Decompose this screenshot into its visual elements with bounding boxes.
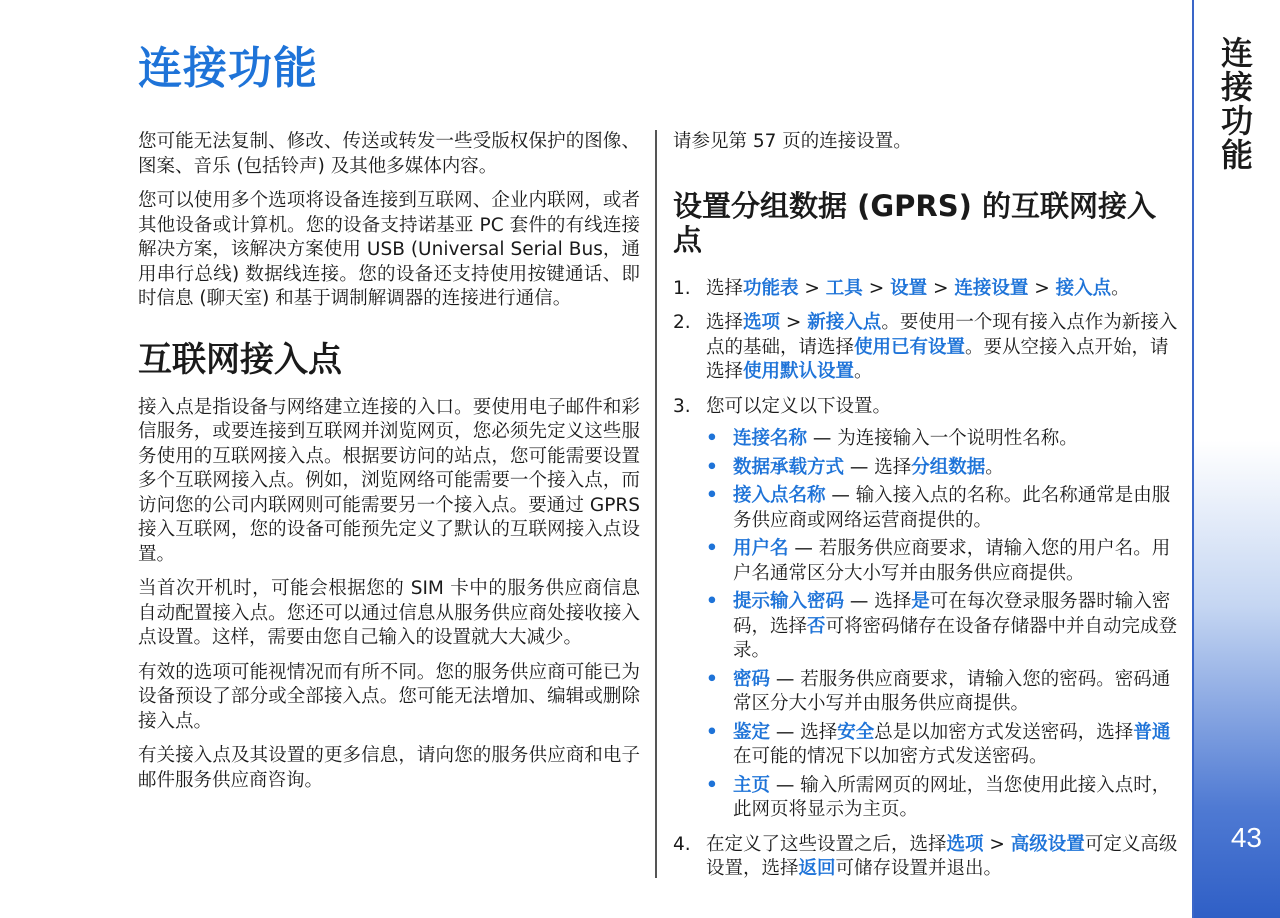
step-text: 。要从空接入点开始，请选择 — [706, 336, 1169, 382]
access-point-paragraph-3: 有效的选项可能视情况而有所不同。您的服务供应商可能已为设备预设了部分或全部接入点。您可能无法增加、编辑或删除接入点。 — [138, 661, 640, 732]
menu-path-item: 接入点 — [1055, 277, 1112, 299]
setting-name: 接入点名称 — [733, 485, 826, 506]
setting-description: — 为连接输入一个说明性名称。 — [807, 428, 1078, 449]
setting-description: — 输入所需网页的网址，当您使用此接入点时，此网页将显示为主页。 — [733, 774, 1171, 820]
setting-name: 主页 — [733, 774, 771, 796]
menu-path-item: 连接设置 — [954, 277, 1029, 299]
step-text: 可定义高级设置，选择 — [706, 833, 1178, 879]
bullet-icon: • — [706, 538, 718, 559]
menu-path-item: 选项 — [743, 312, 781, 333]
step-text: 。 — [1111, 277, 1130, 299]
option-keyword: 安全 — [837, 721, 875, 743]
chapter-side-label: 连接功能 — [1216, 36, 1254, 172]
bullet-icon: • — [706, 456, 718, 478]
path-separator: > — [798, 277, 826, 299]
option-keyword: 使用默认设置 — [743, 361, 855, 382]
copyright-note: 您可能无法复制、修改、传送或转发一些受版权保护的图像、图案、音乐 (包括铃声) 及其他多媒体内容。 — [138, 131, 640, 177]
menu-path-item: 功能表 — [743, 277, 799, 299]
menu-path-item: 高级设置 — [1010, 833, 1085, 855]
step-text: 在定义了这些设置之后，选择 — [706, 833, 947, 855]
path-separator: > — [983, 833, 1011, 855]
setting-data-bearer — [706, 456, 1183, 481]
menu-path-item: 选项 — [946, 833, 984, 855]
step-text: 可储存设置并退出。 — [835, 858, 1003, 879]
setting-password — [706, 668, 1183, 717]
step-number: 4. — [673, 833, 691, 855]
menu-path-item: 设置 — [890, 277, 928, 299]
section-heading-access-points: 互联网接入点 — [138, 339, 342, 380]
step-text: 选择 — [706, 312, 744, 333]
settings-list — [706, 427, 1183, 823]
step-4 — [673, 833, 1183, 882]
side-band — [1192, 0, 1280, 918]
path-separator: > — [780, 312, 808, 333]
column-divider — [655, 130, 657, 878]
path-separator: > — [1028, 277, 1056, 299]
bullet-icon: • — [706, 721, 718, 743]
menu-path-item: 新接入点 — [807, 312, 882, 333]
bullet-icon: • — [706, 591, 718, 612]
setting-description: — 若服务供应商要求，请输入您的用户名。用户名通常区分大小写并由服务供应商提供。 — [733, 538, 1171, 584]
setting-access-point-name — [706, 484, 1183, 533]
setting-description: 可在每次登录服务器时输入密码，选择 — [733, 591, 1171, 637]
setting-description: — 选择 — [770, 721, 838, 743]
option-keyword: 分组数据 — [911, 456, 986, 478]
setting-connection-name — [706, 427, 1183, 452]
access-point-paragraph-2: 当首次开机时，可能会根据您的 SIM 卡中的服务供应商信息自动配置接入点。您还可以通过信息从服务供应商处接收接入点设置。这样，需要由您自己输入的设置就大大减少。 — [138, 578, 640, 648]
setting-name: 用户名 — [733, 538, 789, 559]
setting-name: 连接名称 — [733, 428, 808, 449]
step-text: 您可以定义以下设置。 — [706, 395, 892, 417]
setting-description: 在可能的情况下以加密方式发送密码。 — [733, 746, 1048, 767]
setting-name: 密码 — [733, 668, 771, 690]
step-number: 1. — [673, 277, 691, 299]
bullet-icon: • — [706, 428, 718, 449]
setting-description: — 输入接入点的名称。此名称通常是由服务供应商或网络运营商提供的。 — [733, 485, 1171, 531]
setting-homepage — [706, 774, 1183, 823]
bullet-icon: • — [706, 668, 718, 690]
option-keyword: 使用已有设置 — [854, 336, 966, 358]
page-title: 连接功能 — [138, 43, 318, 94]
setting-description: — 若服务供应商要求，请输入您的密码。密码通常区分大小写并由服务供应商提供。 — [733, 668, 1171, 714]
bullet-icon: • — [706, 774, 718, 796]
step-3 — [673, 395, 1183, 823]
option-keyword: 普通 — [1133, 721, 1171, 743]
path-separator: > — [862, 277, 891, 299]
setting-name: 鉴定 — [733, 721, 771, 743]
left-column — [138, 130, 640, 803]
option-keyword: 返回 — [798, 858, 836, 879]
setting-user-name — [706, 537, 1183, 586]
step-1 — [673, 277, 1183, 302]
setting-description: 可将密码储存在设备存储器中并自动完成登录。 — [733, 615, 1178, 661]
see-page-note: 请参见第 57 页的连接设置。 — [673, 131, 912, 152]
path-separator: > — [927, 277, 955, 299]
setting-authentication — [706, 721, 1183, 770]
step-text: 。 — [854, 361, 873, 382]
option-keyword: 否 — [807, 615, 826, 637]
option-keyword: 是 — [911, 591, 930, 612]
access-point-paragraph-1: 接入点是指设备与网络建立连接的入口。要使用电子邮件和彩信服务，或要连接到互联网并浏览网页，您必须先定义这些服务使用的互联网接入点。根据要访问的站点，您可能需要设置多个互联网接入点。例如，浏览网络可能需要一个接入点，而访问您的公司内联网则可能需要另一个接入点。要通过 GPRS 接入互联网，您的设备可能预先定义了默认的互联网接入点设置。 — [138, 396, 640, 565]
step-number: 2. — [673, 312, 691, 333]
step-number: 3. — [673, 395, 691, 417]
section-heading-gprs: 设置分组数据 (GPRS) 的互联网接入点 — [673, 188, 1156, 257]
setting-name: 提示输入密码 — [733, 591, 845, 612]
step-text: 选择 — [706, 277, 744, 299]
steps-list — [673, 277, 1183, 882]
setting-description: 。 — [985, 456, 1004, 478]
setting-description: 总是以加密方式发送密码，选择 — [874, 721, 1134, 743]
menu-path-item: 工具 — [825, 277, 863, 299]
setting-prompt-password — [706, 590, 1183, 664]
setting-description: — 选择 — [844, 456, 912, 478]
page-number: 43 — [1230, 822, 1262, 853]
right-column — [673, 130, 1183, 892]
bullet-icon: • — [706, 485, 718, 506]
setting-name: 数据承载方式 — [733, 456, 845, 478]
connectivity-intro: 您可以使用多个选项将设备连接到互联网、企业内联网，或者其他设备或计算机。您的设备支持诺基亚 PC 套件的有线连接解决方案，该解决方案使用 USB (Universal Serial Bus，通用串行总线) 数据线连接。您的设备还支持使用按键通话、即时信息 (聊天室) 和基于调制解调器的连接进行通信。 — [138, 190, 640, 309]
access-point-paragraph-4: 有关接入点及其设置的更多信息，请向您的服务供应商和电子邮件服务供应商咨询。 — [138, 745, 640, 791]
setting-description: — 选择 — [844, 591, 912, 612]
step-text: 。要使用一个现有接入点作为新接入点的基础，请选择 — [706, 312, 1178, 358]
step-2 — [673, 311, 1183, 385]
